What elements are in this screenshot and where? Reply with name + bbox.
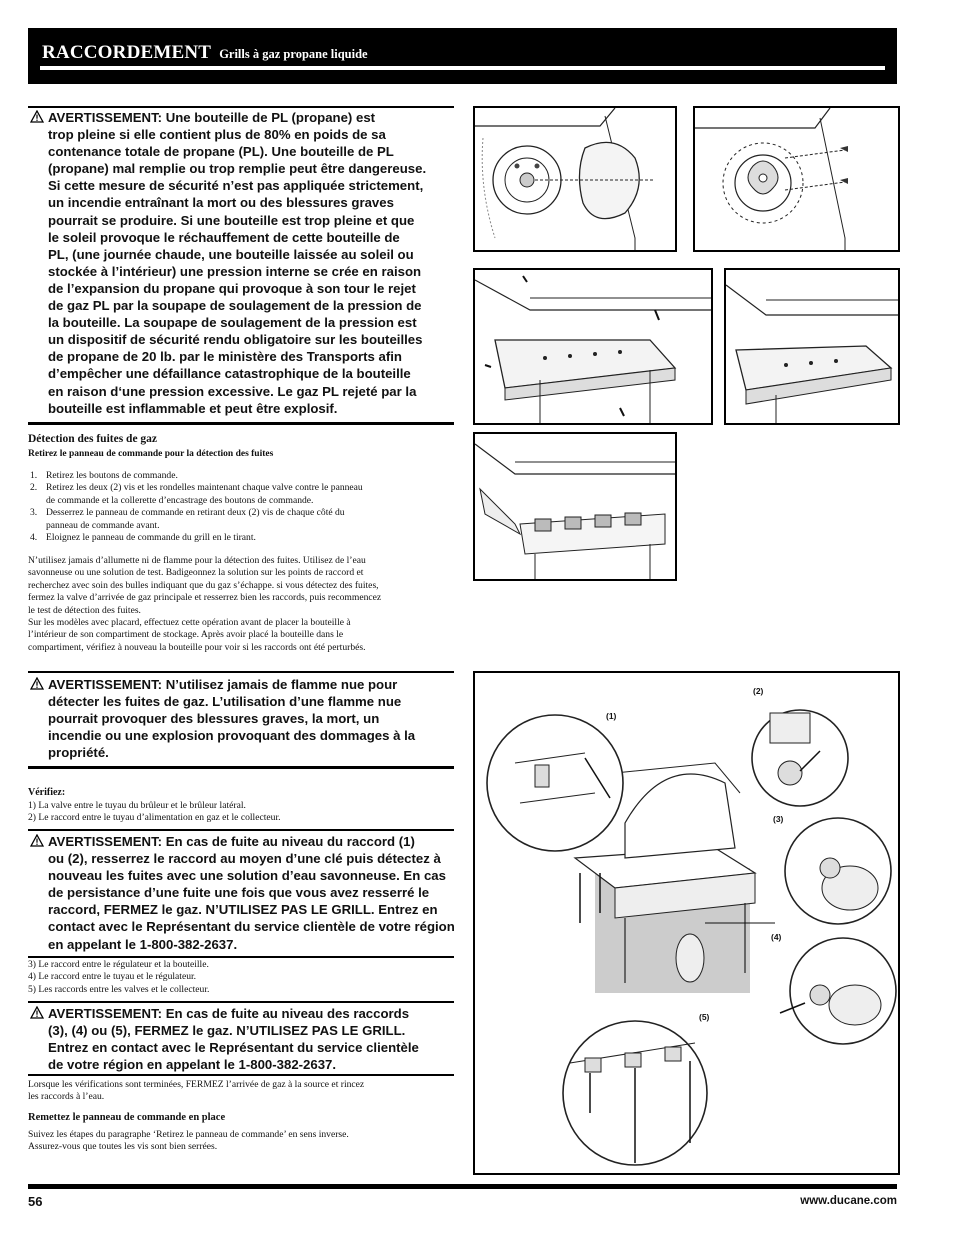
- step-item: [28, 532, 456, 544]
- callout-4: (4): [771, 932, 782, 942]
- divider: [28, 1001, 454, 1003]
- section-subtitle: Grills à gaz propane liquide: [219, 47, 368, 61]
- figure-control-panel-screws: [473, 268, 713, 425]
- callout-1: (1): [606, 711, 617, 721]
- callout-5: (5): [699, 1012, 710, 1022]
- warning-triangle-icon: [30, 110, 44, 123]
- divider: [28, 766, 454, 769]
- text-line: 5) Les raccords entre les valves et le collecteur.: [28, 983, 210, 995]
- text-line: (propane) mal remplie ou trop remplie peut être dangereuse.: [48, 161, 427, 177]
- text-line: 2) Le raccord entre le tuyau d’alimentation en gaz et le collecteur.: [28, 812, 281, 824]
- warning-triangle-icon: [30, 1006, 44, 1019]
- text-line: de propane de 20 lb. par le ministère des Transports afin: [48, 349, 402, 365]
- replace-panel-text: [28, 1129, 456, 1154]
- text-line: AVERTISSEMENT: En cas de fuite au niveau des raccords: [48, 1006, 410, 1021]
- removal-steps-list: [28, 470, 456, 544]
- text-line: ou (2), resserrez le raccord au moyen d’une clé puis détectez à: [48, 851, 441, 867]
- warning-text: [28, 676, 454, 761]
- callout-3: (3): [773, 814, 784, 824]
- page-number: 56: [28, 1194, 43, 1209]
- divider: [28, 956, 454, 958]
- page-header: [28, 28, 897, 84]
- text-line: en appelant le 1-800-382-2637.: [48, 936, 238, 952]
- text-line: la bouteille. La soupape de soulagement de la pression est: [48, 315, 417, 331]
- footer-rule: [28, 1184, 897, 1189]
- text-line: nouveau les fuites avec une solution d’eau savonneuse. En cas: [48, 868, 446, 884]
- divider: [28, 829, 454, 831]
- callout-2: (2): [753, 686, 764, 696]
- warning-text: [28, 833, 454, 953]
- leak-detection-note: [28, 555, 456, 654]
- warning-leak-1-2: [28, 833, 454, 953]
- text-line: pourrait se produire. Si une bouteille est trop pleine et que: [48, 212, 415, 228]
- text-line: pourrait provoquer des blessures graves, la mort, un: [48, 711, 380, 727]
- text-line: raccord, FERMEZ le gaz. N’UTILISEZ PAS LE GRILL. Entrez en: [48, 902, 438, 918]
- leak-detection-subtitle: Retirez le panneau de commande pour la détection des fuites: [28, 449, 274, 459]
- text-line: Si cette mesure de sécurité n’est pas appliquée strictement,: [48, 178, 424, 194]
- text-line: en raison d‘une pression excessive. Le gaz PL rejeté par la: [48, 383, 417, 399]
- text-line: contact avec le Représentant du service clientèle de votre région: [48, 919, 455, 935]
- text-line: propriété.: [48, 745, 109, 761]
- divider: [28, 1074, 454, 1076]
- figure-control-knob: [473, 106, 677, 252]
- text-line: Sur les modèles avec placard, effectuez cette opération avant de placer la bouteille à: [28, 617, 351, 629]
- warning-triangle-icon: [30, 677, 44, 690]
- leak-detection-title: Détection des fuites de gaz: [28, 433, 158, 445]
- text-line: trop pleine si elle contient plus de 80% en poids de sa: [48, 127, 386, 143]
- text-line: stockée à l’intérieur) une pression interne se crée en raison: [48, 263, 422, 279]
- warning-text: [28, 109, 454, 417]
- text-line: (3), (4) ou (5), FERMEZ le gaz. N’UTILISEZ PAS LE GRILL.: [48, 1023, 406, 1039]
- step-number: 3.: [30, 507, 38, 519]
- step-text: Desserrez le panneau de commande en retirant deux (2) vis de chaque côté du: [46, 507, 345, 519]
- divider: [28, 422, 454, 425]
- text-line: savonneuse ou une solution de test. Badigeonnez la solution sur les points de raccord et: [28, 567, 364, 579]
- text-line: un dispositif de sécurité rendu obligatoire sur les bouteilles: [48, 332, 423, 348]
- text-line: Assurez-vous que toutes les vis sont bien serrées.: [28, 1141, 218, 1153]
- verify-title: Vérifiez:: [28, 787, 66, 798]
- step-text: de commande et la collerette d’encastrage des boutons de commande.: [46, 494, 314, 506]
- text-line: PL, (une journée chaude, une bouteille laissée au soleil ou: [48, 246, 414, 262]
- figure-control-panel-loosen: [724, 268, 900, 425]
- step-text: panneau de commande avant.: [46, 519, 160, 531]
- step-number: 1.: [30, 470, 38, 481]
- text-line: le soleil provoque le réchauffement de cette bouteille de: [48, 229, 400, 245]
- text-line: AVERTISSEMENT: N’utilisez jamais de flamme nue pour: [48, 677, 398, 692]
- text-line: Entrez en contact avec le Représentant du service clientèle: [48, 1040, 419, 1056]
- warning-open-flame: [28, 676, 454, 761]
- text-line: incendie ou une explosion provoquant des dommages à la: [48, 728, 416, 744]
- step-item: [28, 482, 456, 507]
- step-text: Retirez les boutons de commande.: [46, 470, 178, 481]
- header-rule: [40, 66, 885, 70]
- step-text: Eloignez le panneau de commande du grill en le tirant.: [46, 532, 256, 544]
- website-link[interactable]: www.ducane.com: [800, 1195, 897, 1207]
- divider: [28, 106, 454, 108]
- text-line: N’utilisez jamais d’allumette ni de flamme pour la détection des fuites. Utilisez de l’eau: [28, 555, 366, 566]
- text-line: AVERTISSEMENT: Une bouteille de PL (propane) est: [48, 110, 376, 125]
- text-line: 3) Le raccord entre le régulateur et la bouteille.: [28, 959, 209, 970]
- text-line: recherchez avec soin des bulles indiquant que du gaz s’échappe. si vous détectez des fuites,: [28, 579, 379, 591]
- warning-text: [28, 1005, 454, 1073]
- text-line: de l’expansion du propane qui provoque à son tour le rejet: [48, 280, 416, 296]
- text-line: d’empêcher une défaillance catastrophique de la bouteille: [48, 366, 411, 382]
- step-text: Retirez les deux (2) vis et les rondelles maintenant chaque valve contre le panneau: [46, 482, 363, 494]
- figure-leak-check-points: [473, 671, 900, 1175]
- figure-valve-screws: [693, 106, 900, 252]
- warning-triangle-icon: [30, 834, 44, 847]
- text-line: un incendie entraînant la mort ou des blessures graves: [48, 195, 394, 211]
- step-number: 2.: [30, 482, 38, 494]
- section-title: RACCORDEMENT: [42, 42, 212, 63]
- figure-panel-removed: [473, 432, 677, 581]
- text-line: fermez la valve d’arrivée de gaz principale et resserrez bien les raccords, puis recommencez: [28, 592, 382, 604]
- text-line: le test de détection des fuites.: [28, 604, 141, 616]
- text-line: les raccords à l’eau.: [28, 1091, 105, 1103]
- text-line: contenance totale de propane (PL). Une bouteille de PL: [48, 144, 394, 160]
- text-line: AVERTISSEMENT: En cas de fuite au niveau du raccord (1): [48, 834, 415, 849]
- step-item: [28, 470, 456, 482]
- text-line: Lorsque les vérifications sont terminées, FERMEZ l’arrivée de gaz à la source et rincez: [28, 1079, 365, 1090]
- warning-leak-3-5: [28, 1005, 454, 1073]
- step-number: 4.: [30, 532, 38, 544]
- divider: [28, 671, 454, 673]
- text-line: de gaz PL par la soupape de soulagement de la pression de: [48, 298, 422, 314]
- text-line: de persistance d’une fuite une fois que vous avez resserré le: [48, 885, 430, 901]
- verify-list: [28, 800, 456, 825]
- header-title-group: [42, 42, 368, 64]
- warning-overfill: [28, 109, 454, 417]
- verify-list-2: [28, 959, 456, 996]
- text-line: Suivez les étapes du paragraphe ‘Retirez le panneau de commande’ en sens inverse.: [28, 1129, 349, 1140]
- text-line: 4) Le raccord entre le tuyau et le régulateur.: [28, 971, 197, 983]
- text-line: bouteille est inflammable et peut être explosif.: [48, 400, 338, 416]
- closing-note: [28, 1079, 456, 1104]
- text-line: détecter les fuites de gaz. L’utilisation d’une flamme nue: [48, 694, 402, 710]
- text-line: de votre région en appelant le 1-800-382-2637.: [48, 1057, 337, 1073]
- text-line: l’intérieur de son compartiment de stockage. Après avoir placé la bouteille dans le: [28, 629, 344, 641]
- text-line: compartiment, vérifiez à nouveau la bouteille pour voir si les raccords ont été perturbés.: [28, 641, 366, 653]
- step-item: [28, 507, 456, 532]
- replace-panel-title: Remettez le panneau de commande en place: [28, 1112, 226, 1123]
- text-line: 1) La valve entre le tuyau du brûleur et le brûleur latéral.: [28, 800, 246, 811]
